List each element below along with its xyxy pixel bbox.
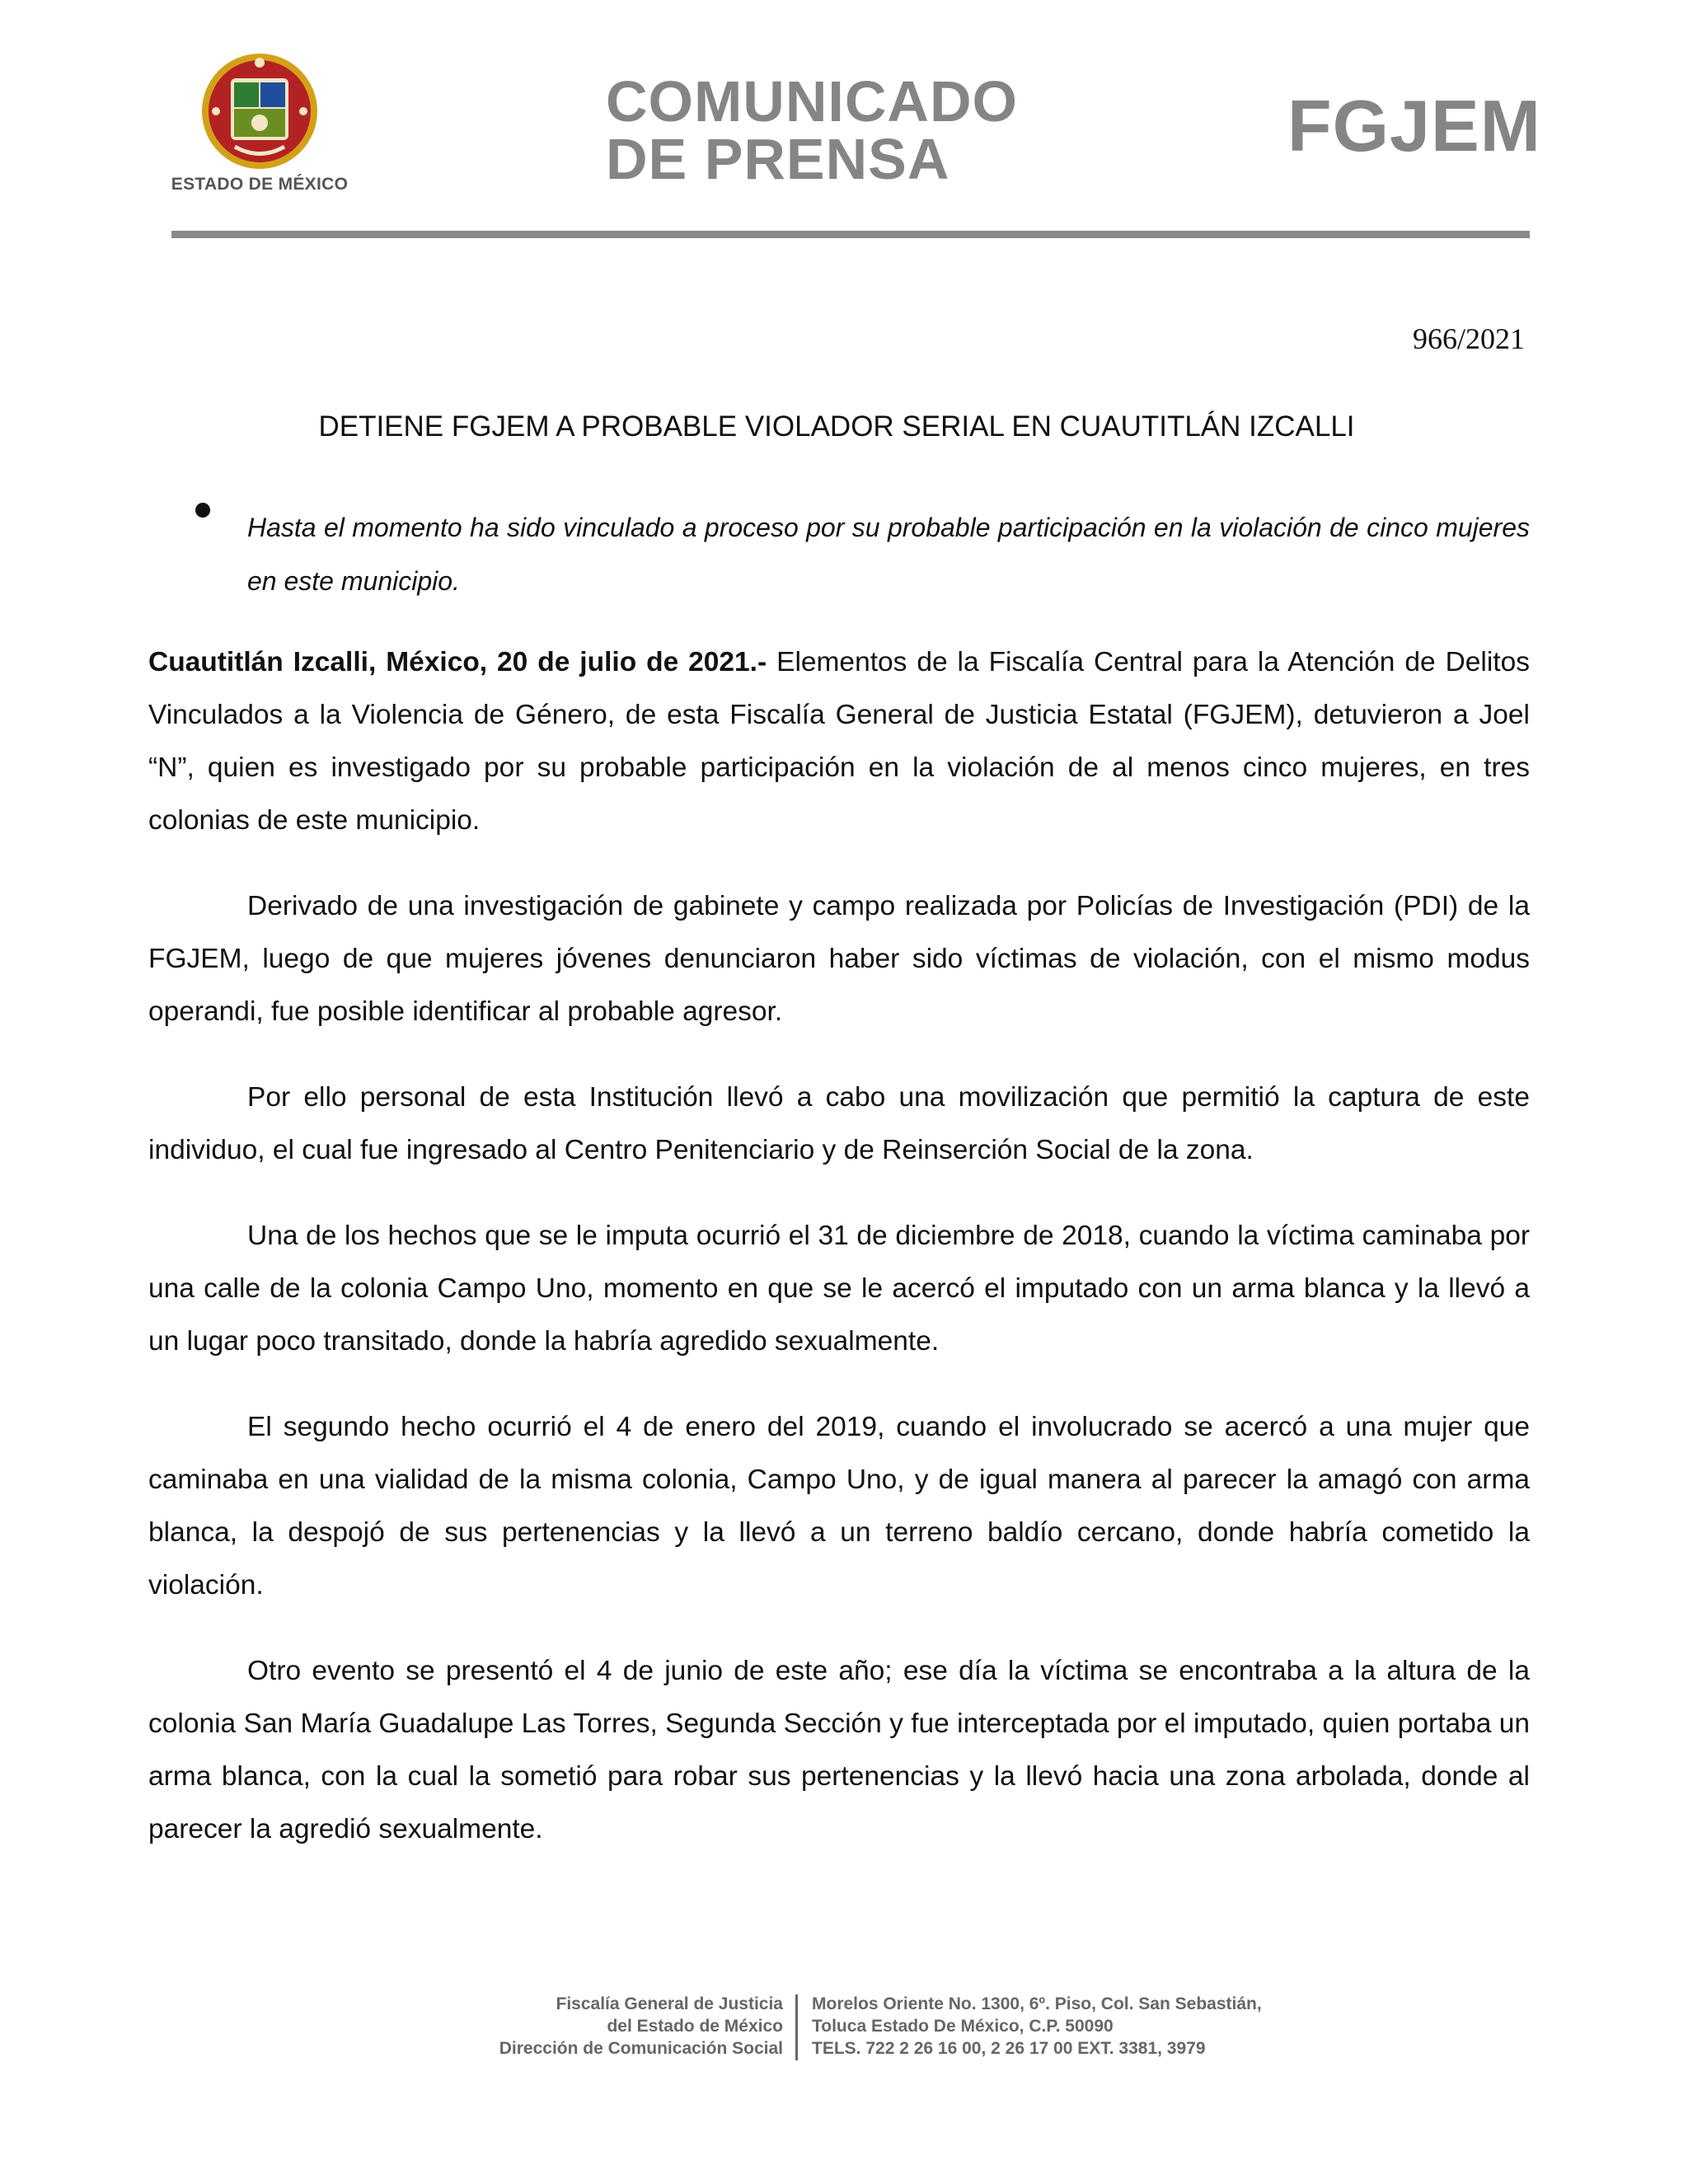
footer-agency-line: Dirección de Comunicación Social	[499, 2039, 783, 2058]
state-logo	[165, 49, 354, 198]
footer-agency-line: Fiscalía General de Justicia	[556, 1994, 783, 2013]
body-paragraph: El segundo hecho ocurrió el 4 de enero del 2019, cuando el involucrado se acercó a una mujer que caminaba en una vialidad de la misma colonia, Campo Uno, y de igual manera al parecer la amagó con arma blanca, la despojó de sus pertenencias y la llevó a un terreno baldío cercano, donde habría cometido la violación.	[148, 1412, 1530, 1601]
headline: DETIENE FGJEM A PROBABLE VIOLADOR SERIAL EN CUAUTITLÁN IZCALLI	[318, 410, 1355, 443]
footer-address	[812, 1993, 1389, 2060]
contact-footer	[0, 1993, 1688, 2075]
body-paragraph: Derivado de una investigación de gabinete y campo realizada por Policías de Investigación (PDI) de la FGJEM, luego de que mujeres jóvenes denunciaron haber sido víctimas de violación, con el mismo modus operandi, fue posible identificar al probable agresor.	[148, 891, 1530, 1027]
title-line-2: DE PRENSA	[606, 127, 950, 191]
bullet-dot-icon	[195, 503, 210, 518]
lead-paragraph	[148, 636, 1530, 847]
document-type-title	[606, 69, 1117, 191]
footer-address-line: Morelos Oriente No. 1300, 6º. Piso, Col. San Sebastián,	[812, 1994, 1262, 2013]
footer-agency-line: del Estado de México	[607, 2017, 783, 2036]
agency-brand: FGJEM	[1287, 85, 1541, 166]
footer-agency	[330, 1993, 783, 2060]
footer-divider	[795, 1994, 798, 2060]
dateline: Cuautitlán Izcalli, México, 20 de julio de 2021.-	[148, 647, 767, 677]
footer-address-line: TELS. 722 2 26 16 00, 2 26 17 00 EXT. 3381, 3979	[812, 2039, 1206, 2058]
bulletin-number: 966/2021	[1412, 322, 1525, 355]
press-release-header	[0, 0, 1688, 247]
header-divider	[171, 231, 1530, 238]
title-line-1: COMUNICADO	[606, 69, 1018, 134]
lead-text: Elementos de la Fiscalía Central para la Atención de Delitos Vinculados a la Violencia de Género, de esta Fiscalía General de Justicia Estatal (FGJEM), detuvieron a Joel “N”, quien es investigado por su probable participación en la violación de al menos cinco mujeres, en tres colonias de este municipio.	[148, 647, 1530, 836]
state-coat-of-arms-icon	[198, 49, 321, 173]
article-body	[148, 636, 1530, 1889]
logo-label: ESTADO DE MÉXICO	[171, 175, 349, 194]
footer-address-line: Toluca Estado De México, C.P. 50090	[812, 2017, 1114, 2036]
body-paragraph: Por ello personal de esta Institución llevó a cabo una movilización que permitió la captura de este individuo, el cual fue ingresado al Centro Penitenciario y de Reinserción Social de la zona.	[148, 1082, 1530, 1165]
bullet-summary: Hasta el momento ha sido vinculado a proceso por su probable participación en la violación de cinco mujeres en este municipio.	[247, 513, 1530, 596]
body-paragraph: Otro evento se presentó el 4 de junio de este año; ese día la víctima se encontraba a la altura de la colonia San María Guadalupe Las Torres, Segunda Sección y fue interceptada por el imputado, quien portaba un arma blanca, con la cual la sometió para robar sus pertenencias y la llevó hacia una zona arbolada, donde al parecer la agredió sexualmente.	[148, 1656, 1530, 1844]
body-paragraph: Una de los hechos que se le imputa ocurrió el 31 de diciembre de 2018, cuando la víctima caminaba por una calle de la colonia Campo Uno, momento en que se le acercó el imputado con un arma blanca y la llevó a un lugar poco transitado, donde la habría agredido sexualmente.	[148, 1221, 1530, 1357]
